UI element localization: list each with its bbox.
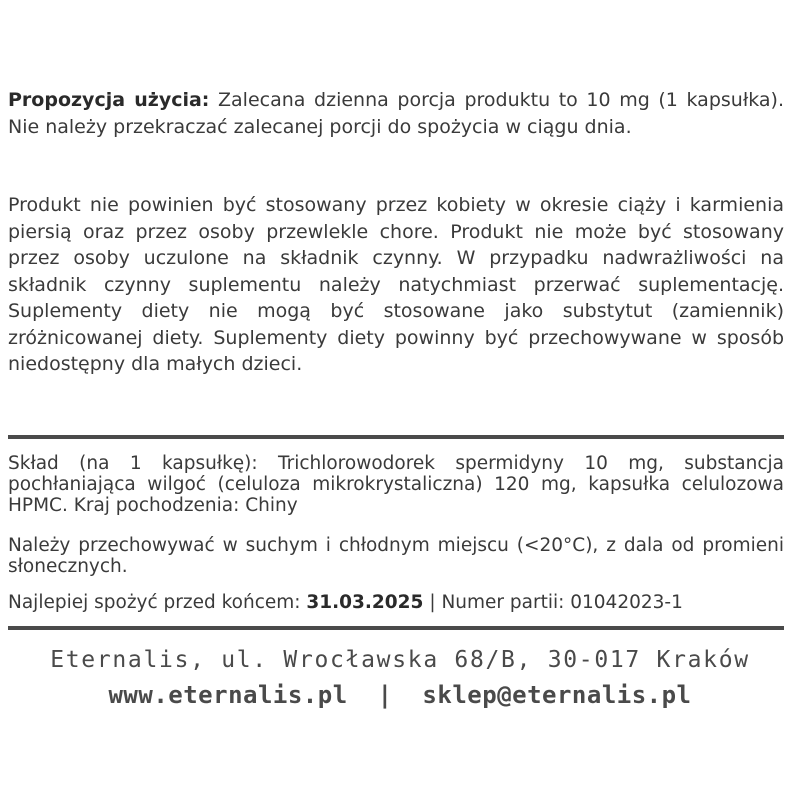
best-before-line <box>8 592 784 613</box>
usage-label: Propozycja użycia: <box>8 89 210 111</box>
divider-top <box>8 435 784 439</box>
website-link[interactable]: www.eternalis.pl <box>108 681 348 709</box>
batch-number: 01042023-1 <box>570 592 683 613</box>
warnings-paragraph: Produkt nie powinien być stosowany przez kobiety w okresie ciąży i karmienia piersią oraz przez osoby przewlekle chore. Produkt nie może być stosowany przez osoby uczulone na składnik czynny. W przypadku nadwrażliwości na składnik czynny suplementu należy natychmiast przerwać suplementację. Suplementy diety nie mogą być stosowane jako substytut (zamiennik) zróżnicowanej diety. Suplementy diety powinny być przechowywane w sposób niedostępny dla małych dzieci. <box>8 194 784 375</box>
separator: | <box>423 592 442 613</box>
best-before-date: 31.03.2025 <box>306 592 424 613</box>
contact-line <box>0 681 800 709</box>
batch-label: Numer partii: <box>441 592 571 613</box>
usage-text: Zalecana dzienna porcja produktu to 10 mg (1 kapsułka). Nie należy przekraczać zalecanej porcji do spożycia w ciągu dnia. <box>8 89 784 138</box>
best-before-label: Najlepiej spożyć przed końcem: <box>8 592 307 613</box>
usage-paragraph <box>8 87 784 140</box>
divider-bottom <box>8 626 784 630</box>
storage-paragraph: Należy przechowywać w suchym i chłodnym miejscu (<20°C), z dala od promieni słonecznych. <box>8 535 784 577</box>
email-link[interactable]: sklep@eternalis.pl <box>422 681 692 709</box>
composition-paragraph: Skład (na 1 kapsułkę): Trichlorowodorek spermidyny 10 mg, substancja pochłaniająca wilgoć (celuloza mikrokrystaliczna) 120 mg, kapsułka celulozowa HPMC. Kraj pochodzenia: Chiny <box>8 453 784 516</box>
contact-divider: | <box>377 681 393 709</box>
company-address: Eternalis, ul. Wrocławska 68/B, 30-017 Kraków <box>50 647 750 673</box>
